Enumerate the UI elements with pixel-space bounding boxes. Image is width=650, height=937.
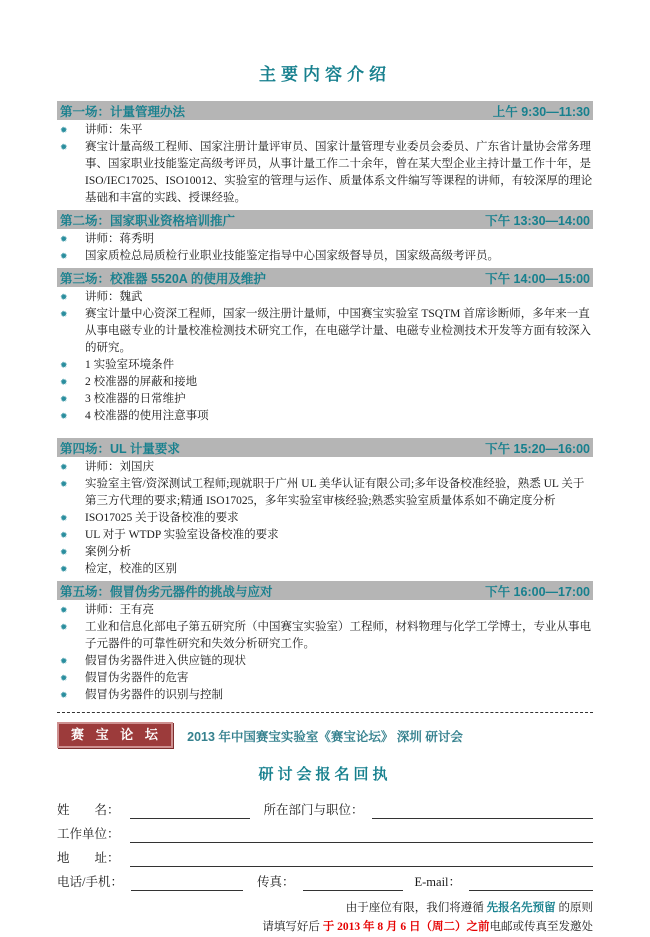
note-deadline: 请填写好后 于 2013 年 8 月 6 日（周二）之前电邮或传真至发邀处: [262, 921, 593, 933]
session-header: [57, 438, 593, 457]
bullet-icon: ✹: [60, 377, 68, 387]
session-title: 第五场：假冒伪劣元器件的挑战与应对: [60, 584, 273, 599]
session-item: [57, 510, 593, 527]
session-items: [57, 122, 593, 207]
bullet-icon: ✹: [60, 360, 68, 370]
bullet-icon: ✹: [60, 125, 68, 135]
session-header: [57, 101, 593, 120]
note-seats-highlight: 先报名先预留: [486, 902, 556, 914]
session-items: [57, 289, 593, 425]
session-item: [57, 289, 593, 306]
company-field-line[interactable]: [130, 826, 593, 843]
email-label: E-mail：: [414, 875, 462, 889]
form-row-name: [57, 796, 593, 819]
bullet-icon: ✹: [60, 513, 68, 523]
session-item: [57, 408, 593, 425]
session-item: [57, 357, 593, 374]
session-item: [57, 248, 593, 265]
session-items: [57, 231, 593, 265]
session-item: [57, 561, 593, 578]
session-item: [57, 602, 593, 619]
footer-notes: [57, 899, 593, 937]
name-field-line[interactable]: [130, 802, 250, 819]
dept-field-line[interactable]: [372, 802, 593, 819]
session-title: 第三场：校准器 5520A 的使用及维护: [60, 271, 266, 286]
session-item-text: 讲师：蒋秀明: [85, 233, 154, 245]
form-row-contact: [57, 868, 593, 891]
session-block: [57, 438, 593, 578]
session-item-text: 实验室主管/资深测试工程师;现就职于广州 UL 美华认证有限公司;多年设备校准经验，熟悉 UL 关于第三方代理的要求;精通 ISO17025，多年实验室审核经验;熟悉实验室质量体系如不确定度分析: [85, 478, 585, 507]
saibao-forum-logo: 赛 宝 论 坛: [57, 722, 173, 748]
session-item: [57, 544, 593, 561]
note-deadline-highlight: 于 2013 年 8 月 6 日（周二）之前: [322, 921, 490, 933]
fax-label: 传真：: [256, 875, 295, 889]
session-item-text: 工业和信息化部电子第五研究所（中国赛宝实验室）工程师，材料物理与化学工学博士，专业从事电子元器件的可靠性研究和失效分析研究工作。: [85, 621, 591, 650]
bullet-icon: ✹: [60, 530, 68, 540]
company-label: 工作单位：: [57, 827, 120, 841]
session-item: [57, 122, 593, 139]
session-block: [57, 210, 593, 265]
session-item-text: 3 校准器的日常维护: [85, 393, 186, 405]
name-label: 姓 名：: [57, 803, 120, 817]
bullet-icon: ✹: [60, 479, 68, 489]
session-item: [57, 459, 593, 476]
session-item-text: 案例分析: [85, 546, 131, 558]
dept-label: 所在部门与职位：: [263, 803, 364, 817]
bullet-icon: ✹: [60, 462, 68, 472]
session-block: [57, 268, 593, 425]
sessions: [57, 101, 593, 704]
session-time: 下午 16:00—17:00: [485, 584, 590, 599]
bullet-icon: ✹: [60, 690, 68, 700]
fax-field-line[interactable]: [303, 874, 403, 891]
bullet-icon: ✹: [60, 292, 68, 302]
bullet-icon: ✹: [60, 234, 68, 244]
phone-label: 电话/手机：: [57, 875, 123, 889]
session-item: [57, 306, 593, 357]
session-item: [57, 687, 593, 704]
session-item-text: 国家质检总局质检行业职业技能鉴定指导中心国家级督导员，国家级高级考评员。: [85, 250, 499, 262]
session-item: [57, 619, 593, 653]
session-block: [57, 101, 593, 207]
bullet-icon: ✹: [60, 411, 68, 421]
session-item-text: 假冒伪劣器件的识别与控制: [85, 689, 223, 701]
session-item-text: 2 校准器的屏蔽和接地: [85, 376, 198, 388]
registration-form-title: 研讨会报名回执: [258, 766, 392, 783]
session-item: [57, 391, 593, 408]
session-item-text: 赛宝计量高级工程师、国家注册计量评审员、国家计量管理专业委员会委员、广东省计量协会常务理事、国家职业技能鉴定高级考评员，从事计量工作二十余年，曾在某大型企业主持计量工作十年，是 ISO/IEC17025、ISO10012、实验室的管理与运作、质量体系文件编写等课程的讲师，有较深厚的理论基础和丰富的实践、授课经验。: [85, 141, 593, 204]
session-header: [57, 210, 593, 229]
session-item: [57, 476, 593, 510]
phone-field-line[interactable]: [131, 874, 243, 891]
session-time: 下午 13:30—14:00: [485, 213, 590, 228]
session-item: [57, 231, 593, 248]
session-title: 第二场：国家职业资格培训推广: [60, 213, 236, 228]
footer-header: [57, 721, 593, 753]
session-item-text: 讲师：刘国庆: [85, 461, 154, 473]
session-header: [57, 268, 593, 287]
session-title: 第四场：UL 计量要求: [60, 441, 180, 456]
session-time: 上午 9:30—11:30: [492, 104, 590, 119]
session-item-text: 假冒伪劣器件进入供应链的现状: [85, 655, 246, 667]
page-title: 主要内容介绍: [259, 65, 391, 84]
session-item: [57, 374, 593, 391]
session-item-text: 1 实验室环境条件: [85, 359, 175, 371]
session-item: [57, 653, 593, 670]
session-item-text: 讲师：王有亮: [85, 604, 154, 616]
session-items: [57, 459, 593, 578]
bullet-icon: ✹: [60, 622, 68, 632]
bullet-icon: ✹: [60, 605, 68, 615]
bullet-icon: ✹: [60, 564, 68, 574]
session-header: [57, 581, 593, 600]
session-item-text: ISO17025 关于设备校准的要求: [85, 512, 239, 524]
session-item: [57, 139, 593, 207]
form-row-company: [57, 820, 593, 843]
form-row-address: [57, 844, 593, 867]
session-time: 下午 14:00—15:00: [485, 271, 590, 286]
session-block: [57, 581, 593, 704]
session-item-text: 讲师：魏武: [85, 291, 143, 303]
session-item: [57, 670, 593, 687]
bullet-icon: ✹: [60, 673, 68, 683]
event-title: 2013 年中国赛宝实验室《赛宝论坛》 深圳 研讨会: [187, 730, 463, 744]
dashed-divider: [57, 712, 593, 713]
session-item-text: 4 校准器的使用注意事项: [85, 410, 209, 422]
email-field-line[interactable]: [469, 874, 593, 891]
session-items: [57, 602, 593, 704]
bullet-icon: ✹: [60, 309, 68, 319]
session-title: 第一场：计量管理办法: [60, 104, 186, 119]
session-item-text: 讲师：朱平: [85, 124, 143, 136]
bullet-icon: ✹: [60, 394, 68, 404]
address-field-line[interactable]: [130, 850, 593, 867]
address-label: 地 址：: [57, 851, 120, 865]
bullet-icon: ✹: [60, 142, 68, 152]
bullet-icon: ✹: [60, 547, 68, 557]
session-item-text: UL 对于 WTDP 实验室设备校准的要求: [85, 529, 279, 541]
note-seats: 由于座位有限，我们将遵循 先报名先预留 的原则: [345, 902, 593, 914]
bullet-icon: ✹: [60, 656, 68, 666]
session-item-text: 赛宝计量中心资深工程师，国家一级注册计量师，中国赛宝实验室 TSQTM 首席诊断师，多年来一直从事电磁专业的计量校准检测技术研究工作，在电磁学计量、电磁专业检测技术开发等方面有较深入的研究。: [85, 308, 591, 354]
session-item-text: 假冒伪劣器件的危害: [85, 672, 189, 684]
session-item-text: 检定，校准的区别: [85, 563, 177, 575]
session-time: 下午 15:20—16:00: [485, 441, 590, 456]
session-item: [57, 527, 593, 544]
bullet-icon: ✹: [60, 251, 68, 261]
